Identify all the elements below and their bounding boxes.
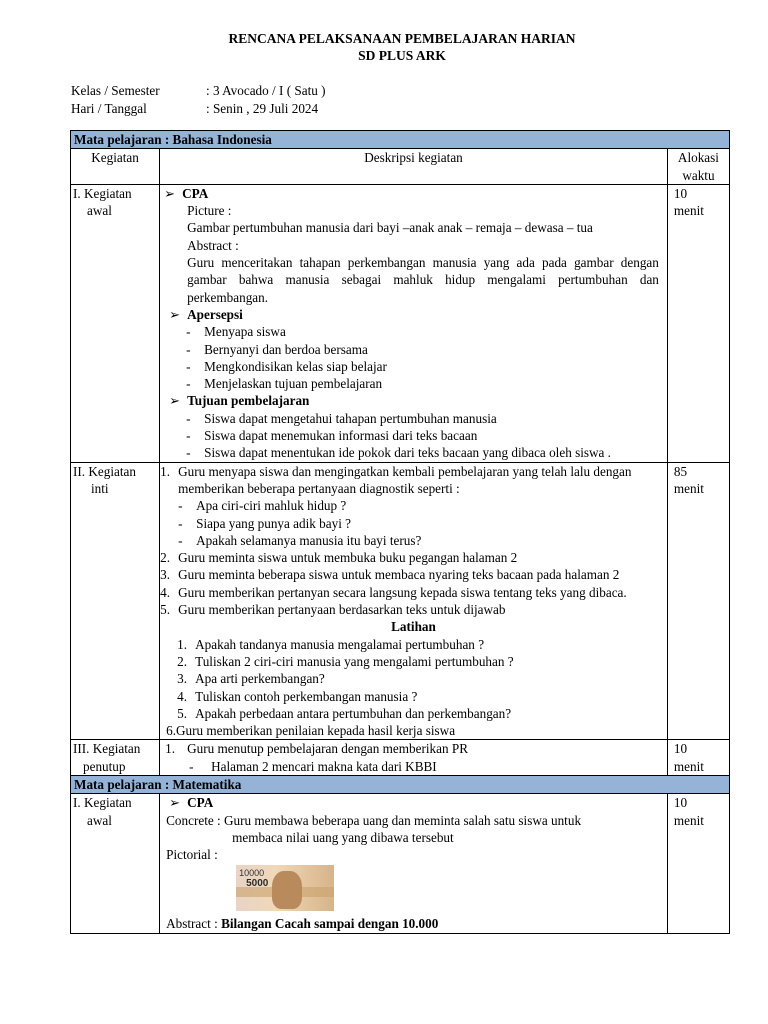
latihan-title: Latihan <box>391 619 436 635</box>
label-line-2: penutup <box>83 758 126 774</box>
arrow-bullet-icon: ➢ <box>169 795 181 811</box>
activity-time <box>667 794 729 933</box>
meta-row-kelas <box>71 82 326 100</box>
title-line-2: SD PLUS ARK <box>358 48 446 63</box>
label-line-1: Kegiatan <box>88 463 136 479</box>
abstract-text: Guru menceritakan tahapan perkembangan manusia yang ada pada gambar dengan gambar bahwa manusia sebagai mahluk hidup mengalami pertumbuhan dan perkembangan. <box>187 255 659 305</box>
portrait-shape <box>272 871 302 909</box>
step-text: Guru menutup pembelajaran dengan memberikan PR <box>187 741 469 757</box>
arrow-bullet-icon: ➢ <box>169 306 181 322</box>
picture-text: Gambar pertumbuhan manusia dari bayi –anak anak – remaja – dewasa – tua <box>187 220 593 236</box>
subject-title: Mata pelajaran : Matematika <box>71 775 730 793</box>
time-unit: menit <box>673 480 704 496</box>
time-value: 85 <box>673 463 688 479</box>
activity-label <box>71 184 160 462</box>
time-unit: menit <box>673 203 704 219</box>
label-number: I. <box>73 795 81 811</box>
list-item: Siswa dapat mengetahui tahapan pertumbuhan manusia <box>204 410 497 426</box>
header-kegiatan: Kegiatan <box>71 149 160 185</box>
step-text: Guru meminta siswa untuk membuka buku pegangan halaman 2 <box>178 550 518 566</box>
list-item: Mengkondisikan kelas siap belajar <box>204 358 387 374</box>
list-item: Siswa dapat menentukan ide pokok dari teks bacaan yang dibaca oleh siswa . <box>204 445 611 461</box>
activity-description: 1. Guru menutup pembelajaran dengan memberikan PR - Halaman 2 mencari makna kata dari KBBI <box>160 740 668 776</box>
label-line-2: awal <box>87 812 112 828</box>
list-item: Apakah selamanya manusia itu bayi terus? <box>196 532 422 548</box>
activity-description: 1. Guru menyapa siswa dan mengingatkan kembali pembelajaran yang telah lalu dengan memberikan beberapa pertanyaan diagnostik seperti : - Apa ciri-ciri mahluk hidup ? - Siapa yang punya adik bayi ? - Apakah selamanya manusia itu bayi terus? 2. Guru meminta siswa untuk membuka buku pegangan halaman 2 3. Guru meminta beberapa siswa untuk membaca nyaring teks bacaan pada halaman 2 4. Guru memberikan pertanyan secara langsung kepada siswa tentang teks yang dibaca. 5. Guru memberikan pertanyaan berdasarkan teks untuk dijawab Latihan 1. Apakah tandanya manusia mengalamai pertumbuhan ? 2. Tuliskan 2 ciri-ciri manusia yang mengalami pertumbuhan ? 3. Apa arti perkembangan? 4. Tuliskan contoh perkembangan manusia ? 5. Apakah perbedaan antara pertumbuhan dan perkembangan? 6.Guru memberikan penilaian kepada hasil kerja siswa <box>160 462 668 740</box>
title-line-1: RENCANA PELAKSANAAN PEMBELAJARAN HARIAN <box>228 31 576 46</box>
time-unit: menit <box>673 758 704 774</box>
label-line-2: awal <box>87 203 112 219</box>
document-title <box>0 30 768 64</box>
step-text: Guru menyapa siswa dan mengingatkan kembali pembelajaran yang telah lalu dengan memberikan beberapa pertanyaan diagnostik seperti : <box>178 463 632 496</box>
meta-value: : 3 Avocado / I ( Satu ) <box>206 83 326 98</box>
label-number: I. <box>73 185 81 201</box>
step-text: Guru memberikan pertanyan secara langsung kepada siswa tentang teks yang dibaca. <box>178 584 627 600</box>
list-item: Menjelaskan tujuan pembelajaran <box>204 376 383 392</box>
meta-label: Hari / Tanggal <box>71 100 147 116</box>
label-number: III. <box>73 741 90 757</box>
list-item: Apa arti perkembangan? <box>195 671 325 687</box>
activity-time <box>667 462 729 740</box>
banknote-value-1: 10000 <box>239 868 265 879</box>
subject-row-matematika <box>71 775 730 793</box>
header-alokasi-line-2: waktu <box>682 167 715 183</box>
header-deskripsi: Deskripsi kegiatan <box>160 149 668 185</box>
list-item: Siapa yang punya adik bayi ? <box>196 515 352 531</box>
cpa-title: CPA <box>187 795 214 811</box>
time-value: 10 <box>673 185 688 201</box>
list-item: Halaman 2 mencari makna kata dari KBBI <box>211 758 437 774</box>
label-number: II. <box>73 463 86 479</box>
apersepsi-title: Apersepsi <box>187 306 243 322</box>
abstract-text: Bilangan Cacah sampai dengan 10.000 <box>221 916 439 932</box>
subject-row-bahasa <box>71 131 730 149</box>
header-alokasi-line-1: Alokasi <box>677 150 719 166</box>
activity-description: ➢ CPA Picture : Gambar pertumbuhan manusia dari bayi –anak anak – remaja – dewasa – tua Abstract : Guru menceritakan tahapan perkembangan manusia yang ada pada gambar dengan gambar bahwa manusia sebagai mahluk hidup mengalami pertumbuhan dan perkembangan. ➢ Apersepsi - Menyapa siswa - Bernyanyi dan berdoa bersama - Mengkondisikan kelas siap belajar - Menjelaskan tujuan pembelajaran ➢ Tujuan pembelajaran - Siswa dapat mengetahui tahapan pertumbuhan manusia - Siswa dapat menemukan informasi dari teks bacaan - Siswa dapat menentukan ide pokok dari teks bacaan yang dibaca oleh siswa . <box>160 184 668 462</box>
list-item: Tuliskan contoh perkembangan manusia ? <box>195 688 418 704</box>
cpa-title: CPA <box>182 185 209 201</box>
step-text: Guru memberikan pertanyaan berdasarkan teks untuk dijawab <box>178 602 506 618</box>
concrete-text: Guru membawa beberapa uang dan meminta salah satu siswa untuk <box>223 812 582 828</box>
list-item: Apakah tandanya manusia mengalamai pertumbuhan ? <box>195 636 485 652</box>
activity-label <box>71 462 160 740</box>
concrete-text-cont: membaca nilai uang yang dibawa tersebut <box>232 829 454 845</box>
header-row <box>71 149 730 185</box>
label-line-1: Kegiatan <box>84 795 132 811</box>
list-item: Apa ciri-ciri mahluk hidup ? <box>196 498 347 514</box>
tujuan-title: Tujuan pembelajaran <box>187 393 310 409</box>
banknote-value-2: 5000 <box>246 878 269 890</box>
picture-label: Picture : <box>187 203 232 219</box>
arrow-bullet-icon: ➢ <box>164 185 176 201</box>
meta-row-hari <box>71 100 326 118</box>
arrow-bullet-icon: ➢ <box>169 393 181 409</box>
activity-time <box>667 184 729 462</box>
time-unit: menit <box>673 812 704 828</box>
abstract-label: Abstract : <box>166 916 218 932</box>
row-kegiatan-inti <box>71 462 730 740</box>
activity-time <box>667 740 729 776</box>
abstract-label: Abstract : <box>187 237 239 253</box>
meta-info <box>71 82 326 117</box>
label-line-1: Kegiatan <box>84 185 132 201</box>
meta-value: : Senin , 29 Juli 2024 <box>206 100 319 116</box>
header-alokasi <box>667 149 729 185</box>
list-item: Menyapa siswa <box>204 324 286 340</box>
subject-title: Mata pelajaran : Bahasa Indonesia <box>71 131 730 149</box>
activity-label <box>71 740 160 776</box>
pictorial-label: Pictorial : <box>166 847 218 863</box>
row-matematika-awal <box>71 794 730 933</box>
time-value: 10 <box>673 741 688 757</box>
banknote-image <box>236 865 334 911</box>
meta-label: Kelas / Semester <box>71 83 160 98</box>
activity-label <box>71 794 160 933</box>
step-text: 6.Guru memberikan penilaian kepada hasil kerja siswa <box>166 723 456 739</box>
list-item: Bernyanyi dan berdoa bersama <box>204 341 368 357</box>
label-line-1: Kegiatan <box>92 741 141 757</box>
activity-description <box>160 794 668 933</box>
label-line-2: inti <box>91 480 109 496</box>
list-item: Apakah perbedaan antara pertumbuhan dan perkembangan? <box>195 705 512 721</box>
row-kegiatan-awal <box>71 184 730 462</box>
list-item: Siswa dapat menemukan informasi dari teks bacaan <box>204 428 478 444</box>
time-value: 10 <box>673 795 688 811</box>
row-kegiatan-penutup <box>71 740 730 776</box>
concrete-label: Concrete : <box>166 812 221 828</box>
step-text: Guru meminta beberapa siswa untuk membaca nyaring teks bacaan pada halaman 2 <box>178 567 620 583</box>
list-item: Tuliskan 2 ciri-ciri manusia yang mengalami pertumbuhan ? <box>195 653 514 669</box>
lesson-plan-table <box>70 130 730 934</box>
